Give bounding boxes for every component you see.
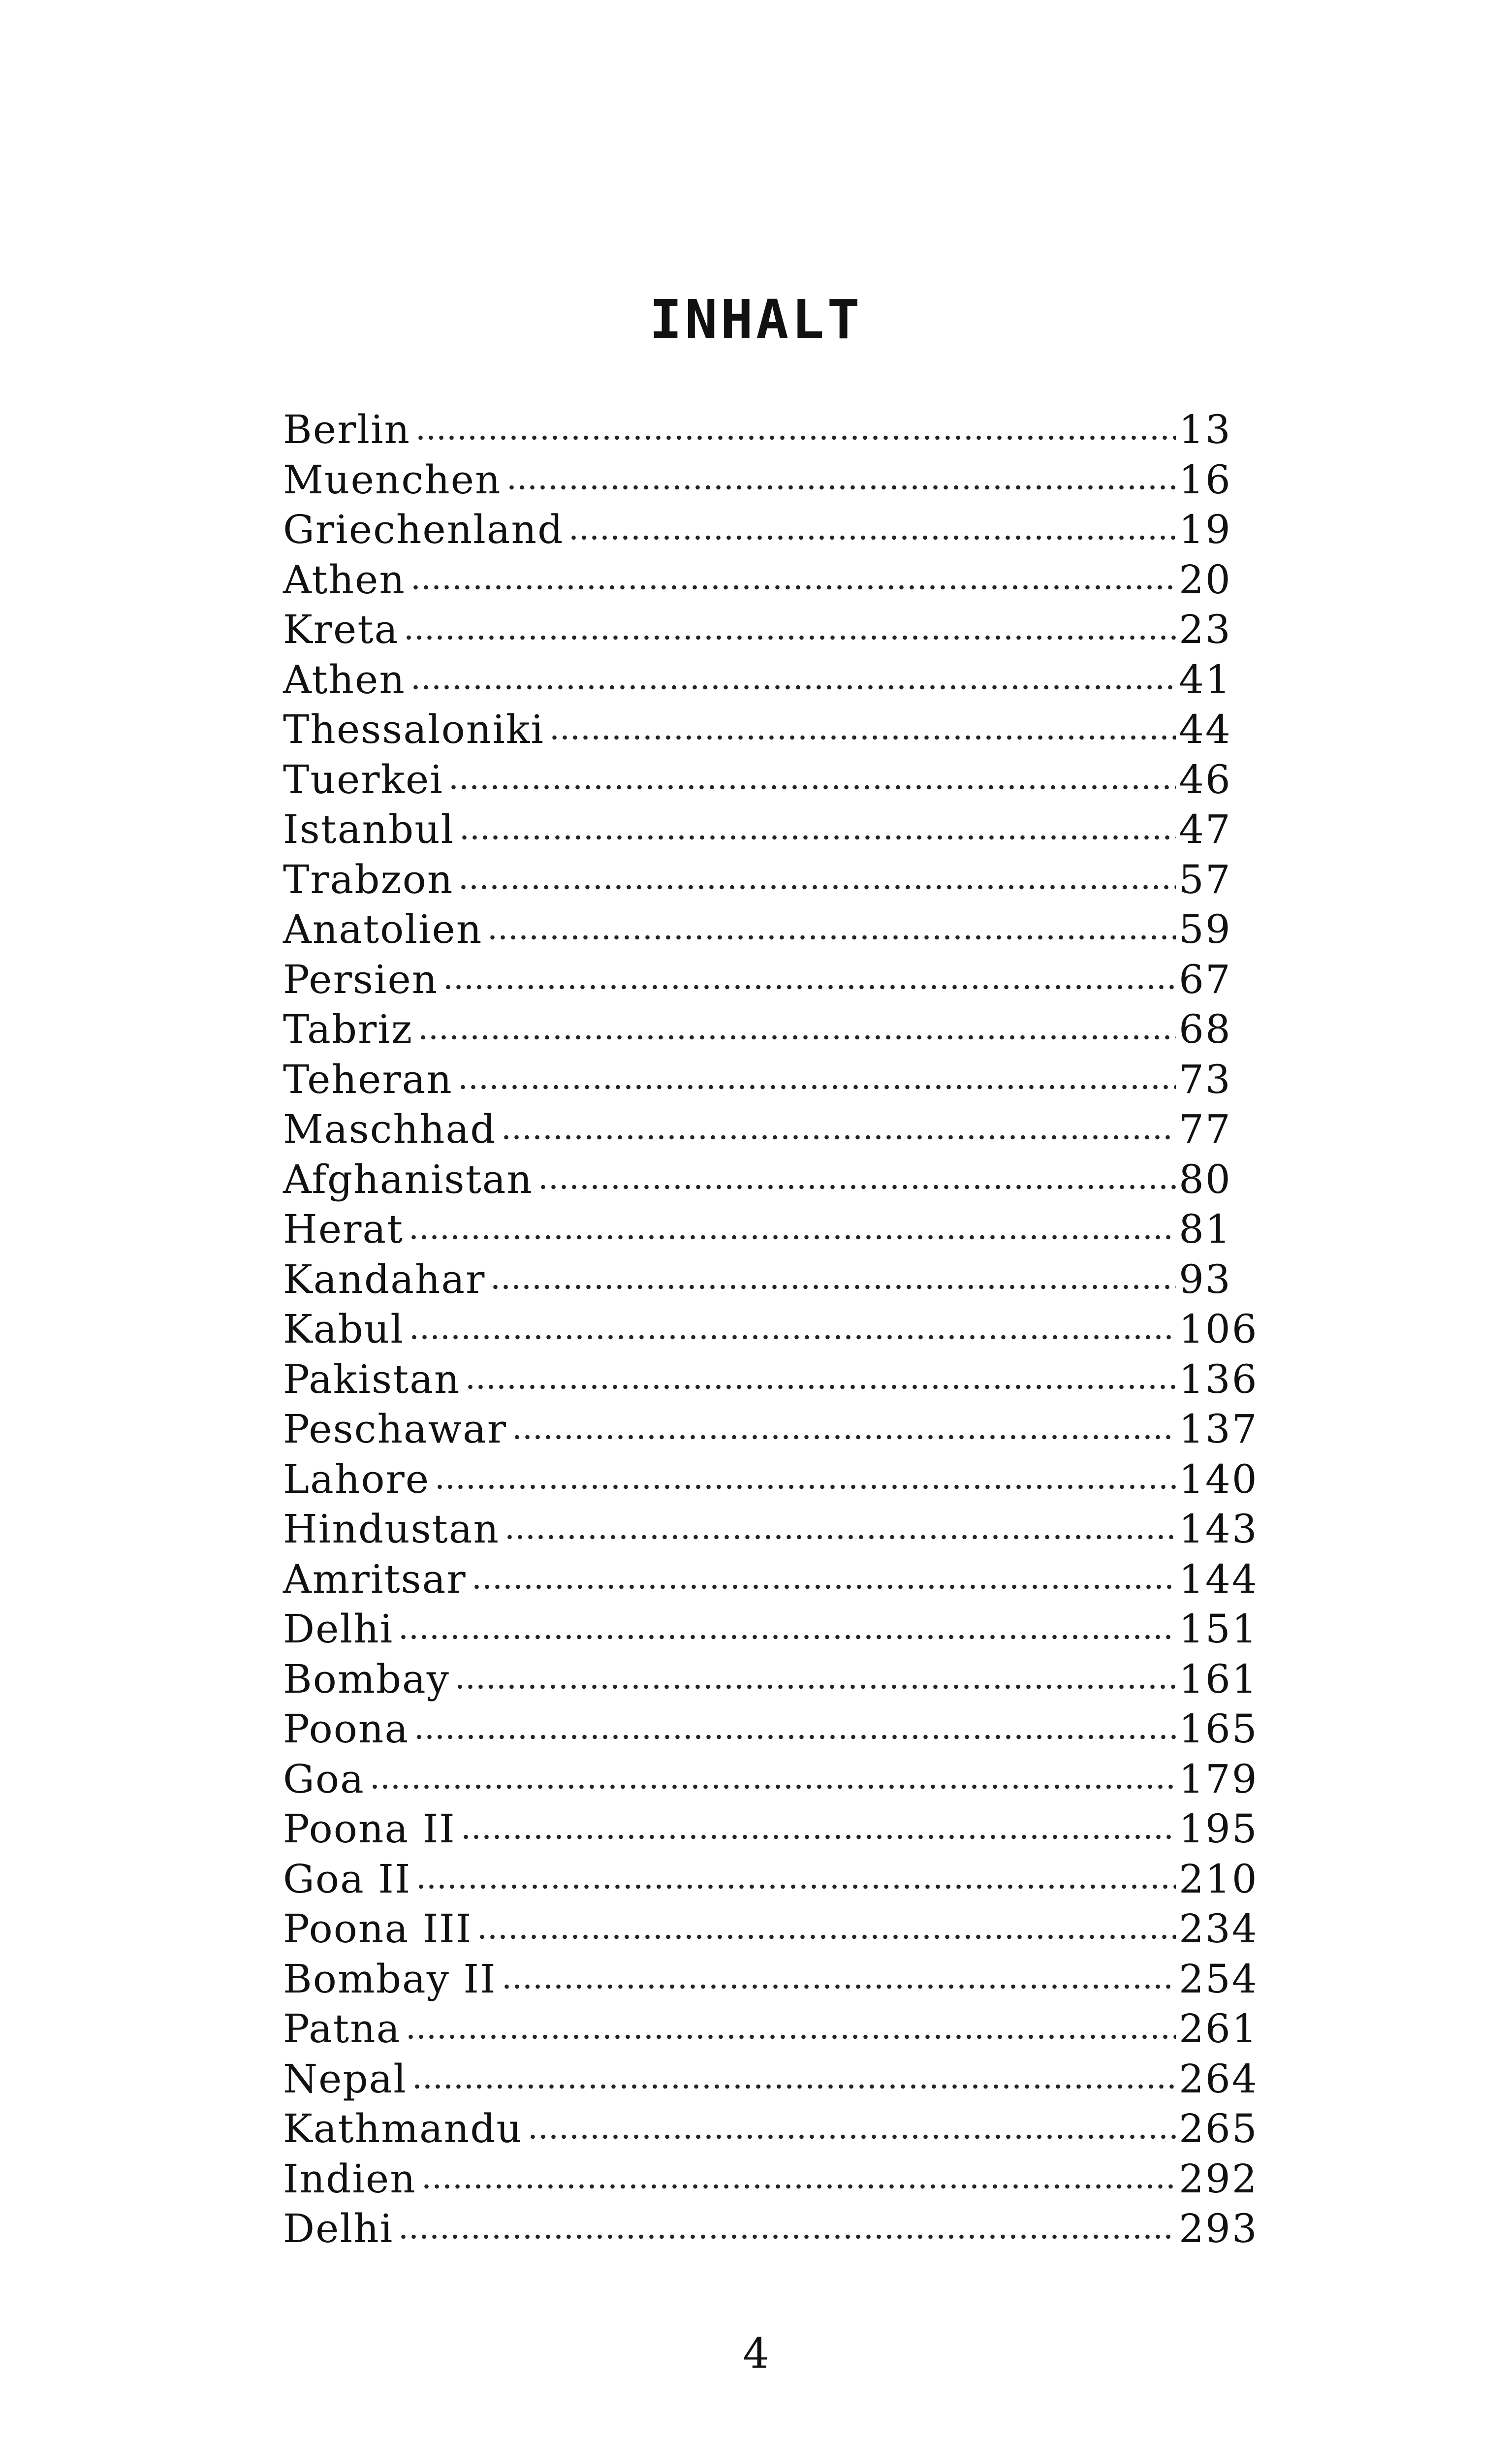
toc-entry	[283, 1204, 1267, 1254]
dot-leader	[409, 1232, 1176, 1243]
toc-entry-label: Bombay II	[283, 1954, 499, 2004]
toc-entry	[283, 705, 1267, 755]
toc-entry	[283, 1004, 1267, 1055]
toc-entry-page: 264	[1179, 2056, 1259, 2102]
toc-entry-label: Trabzon	[283, 855, 455, 905]
dot-leader	[415, 432, 1176, 443]
dot-leader	[409, 1332, 1176, 1343]
toc-entry-label: Tabriz	[283, 1004, 415, 1055]
toc-entry-page: 77	[1179, 1106, 1232, 1152]
toc-entry	[283, 2154, 1267, 2204]
toc-entry-label: Delhi	[283, 2204, 395, 2254]
toc-entry-label: Kreta	[283, 605, 401, 655]
dot-leader	[412, 2081, 1176, 2092]
dot-leader	[477, 1931, 1176, 1942]
page-title: INHALT	[649, 288, 863, 351]
toc-entry-page: 261	[1179, 2006, 1259, 2052]
toc-entry	[283, 555, 1267, 605]
toc-entry	[283, 2004, 1267, 2054]
dot-leader	[568, 532, 1176, 543]
toc-entry	[283, 1554, 1267, 1605]
table-of-contents	[283, 405, 1267, 2254]
toc-entry-label: Thessaloniki	[283, 705, 546, 755]
toc-entry	[283, 1954, 1267, 2004]
dot-leader	[418, 1032, 1176, 1043]
toc-entry-label: Goa	[283, 1754, 367, 1804]
dot-leader	[458, 1082, 1176, 1093]
dot-leader	[461, 1832, 1176, 1842]
dot-leader	[459, 832, 1176, 843]
toc-entry-label: Poona III	[283, 1904, 474, 1954]
toc-entry	[283, 1404, 1267, 1454]
toc-entry-label: Patna	[283, 2004, 403, 2054]
toc-entry-page: 46	[1179, 756, 1232, 803]
toc-entry-label: Lahore	[283, 1454, 432, 1505]
toc-entry-label: Griechenland	[283, 505, 566, 555]
dot-leader	[414, 1732, 1176, 1742]
toc-entry-label: Herat	[283, 1204, 406, 1254]
toc-entry-label: Poona II	[283, 1804, 458, 1854]
toc-entry	[283, 1304, 1267, 1354]
toc-entry-page: 293	[1179, 2206, 1259, 2251]
toc-entry-page: 210	[1179, 1856, 1259, 1902]
toc-entry-page: 106	[1179, 1306, 1259, 1352]
dot-leader	[487, 932, 1176, 943]
toc-entry-page: 23	[1179, 607, 1232, 652]
dot-leader	[448, 782, 1176, 793]
toc-entry	[283, 1754, 1267, 1804]
toc-entry	[283, 505, 1267, 555]
toc-entry-page: 41	[1179, 656, 1232, 703]
toc-entry-page: 136	[1179, 1356, 1259, 1402]
toc-entry	[283, 1104, 1267, 1155]
toc-entry-page: 73	[1179, 1056, 1232, 1102]
dot-leader	[501, 1132, 1176, 1143]
toc-entry-label: Hindustan	[283, 1504, 502, 1554]
dot-leader	[406, 2031, 1176, 2042]
dot-leader	[443, 982, 1176, 993]
toc-entry-page: 292	[1179, 2155, 1259, 2202]
toc-entry	[283, 904, 1267, 955]
toc-entry-label: Anatolien	[283, 904, 484, 955]
toc-entry-page: 254	[1179, 1956, 1259, 2002]
toc-entry	[283, 1704, 1267, 1754]
toc-entry-page: 93	[1179, 1256, 1232, 1302]
dot-leader	[465, 1382, 1176, 1392]
toc-entry-page: 179	[1179, 1756, 1259, 1802]
toc-entry-label: Amritsar	[283, 1554, 469, 1605]
toc-entry-label: Delhi	[283, 1604, 395, 1654]
toc-entry-label: Kabul	[283, 1304, 406, 1354]
toc-entry	[283, 1604, 1267, 1654]
toc-entry-label: Kathmandu	[283, 2104, 525, 2154]
toc-entry	[283, 1904, 1267, 1954]
dot-leader	[512, 1432, 1176, 1443]
toc-entry	[283, 1354, 1267, 1405]
dot-leader	[410, 582, 1176, 593]
toc-entry-label: Peschawar	[283, 1404, 509, 1454]
toc-entry-label: Persien	[283, 955, 440, 1005]
toc-entry-page: 234	[1179, 1906, 1259, 1952]
toc-entry-label: Kandahar	[283, 1254, 487, 1305]
toc-entry-page: 81	[1179, 1206, 1232, 1252]
toc-entry	[283, 1155, 1267, 1205]
toc-entry-label: Berlin	[283, 405, 412, 455]
toc-entry	[283, 2104, 1267, 2154]
dot-leader	[504, 1532, 1176, 1543]
toc-entry-label: Pakistan	[283, 1354, 462, 1405]
toc-entry	[283, 955, 1267, 1005]
toc-entry	[283, 1254, 1267, 1305]
dot-leader	[455, 1681, 1176, 1692]
toc-entry	[283, 1504, 1267, 1554]
toc-entry	[283, 804, 1267, 855]
toc-entry-label: Muenchen	[283, 455, 504, 505]
dot-leader	[398, 2231, 1176, 2242]
toc-entry-page: 195	[1179, 1806, 1259, 1852]
dot-leader	[421, 2181, 1176, 2192]
toc-entry	[283, 1654, 1267, 1704]
toc-entry-page: 59	[1179, 906, 1232, 952]
toc-entry-label: Istanbul	[283, 804, 456, 855]
toc-entry-page: 16	[1179, 456, 1232, 503]
toc-entry-page: 151	[1179, 1606, 1259, 1652]
toc-entry-page: 144	[1179, 1556, 1259, 1602]
toc-entry-label: Nepal	[283, 2054, 409, 2104]
dot-leader	[549, 732, 1176, 743]
toc-entry-page: 13	[1179, 407, 1232, 452]
toc-entry-label: Poona	[283, 1704, 411, 1754]
toc-entry-page: 165	[1179, 1706, 1259, 1752]
page-number: 4	[743, 2329, 769, 2378]
toc-entry	[283, 755, 1267, 805]
dot-leader	[502, 1981, 1176, 1992]
toc-entry-page: 265	[1179, 2106, 1259, 2152]
toc-entry-page: 20	[1179, 556, 1232, 603]
toc-entry	[283, 1854, 1267, 1904]
toc-entry	[283, 2204, 1267, 2254]
dot-leader	[398, 1632, 1176, 1642]
toc-entry-page: 47	[1179, 806, 1232, 852]
toc-entry-label: Athen	[283, 655, 408, 705]
toc-entry-page: 137	[1179, 1406, 1259, 1452]
toc-entry-label: Athen	[283, 555, 408, 605]
dot-leader	[472, 1581, 1176, 1592]
dot-leader	[490, 1282, 1176, 1292]
toc-entry	[283, 1804, 1267, 1854]
dot-leader	[458, 882, 1176, 893]
toc-entry-page: 67	[1179, 956, 1232, 1002]
toc-entry-label: Bombay	[283, 1654, 452, 1704]
toc-entry	[283, 1055, 1267, 1105]
dot-leader	[506, 482, 1176, 493]
toc-entry	[283, 655, 1267, 705]
dot-leader	[528, 2131, 1176, 2142]
dot-leader	[435, 1481, 1176, 1492]
toc-entry-label: Afghanistan	[283, 1155, 535, 1205]
toc-entry-page: 68	[1179, 1006, 1232, 1052]
toc-entry-label: Indien	[283, 2154, 418, 2204]
dot-leader	[410, 682, 1176, 693]
toc-entry	[283, 2054, 1267, 2104]
toc-entry-label: Goa II	[283, 1854, 413, 1904]
toc-entry-page: 19	[1179, 507, 1232, 552]
toc-entry-page: 44	[1179, 707, 1232, 752]
toc-entry	[283, 1454, 1267, 1505]
toc-entry-page: 80	[1179, 1156, 1232, 1202]
toc-entry	[283, 405, 1267, 455]
toc-entry-label: Tuerkei	[283, 755, 445, 805]
toc-entry-label: Teheran	[283, 1055, 455, 1105]
toc-entry	[283, 855, 1267, 905]
toc-entry-page: 57	[1179, 856, 1232, 902]
dot-leader	[538, 1182, 1176, 1192]
dot-leader	[416, 1881, 1176, 1892]
toc-entry-label: Maschhad	[283, 1104, 498, 1155]
dot-leader	[404, 632, 1176, 643]
dot-leader	[370, 1781, 1176, 1792]
toc-entry-page: 161	[1179, 1656, 1259, 1702]
toc-entry	[283, 605, 1267, 655]
toc-entry	[283, 455, 1267, 505]
toc-entry-page: 143	[1179, 1506, 1259, 1552]
toc-entry-page: 140	[1179, 1456, 1259, 1502]
